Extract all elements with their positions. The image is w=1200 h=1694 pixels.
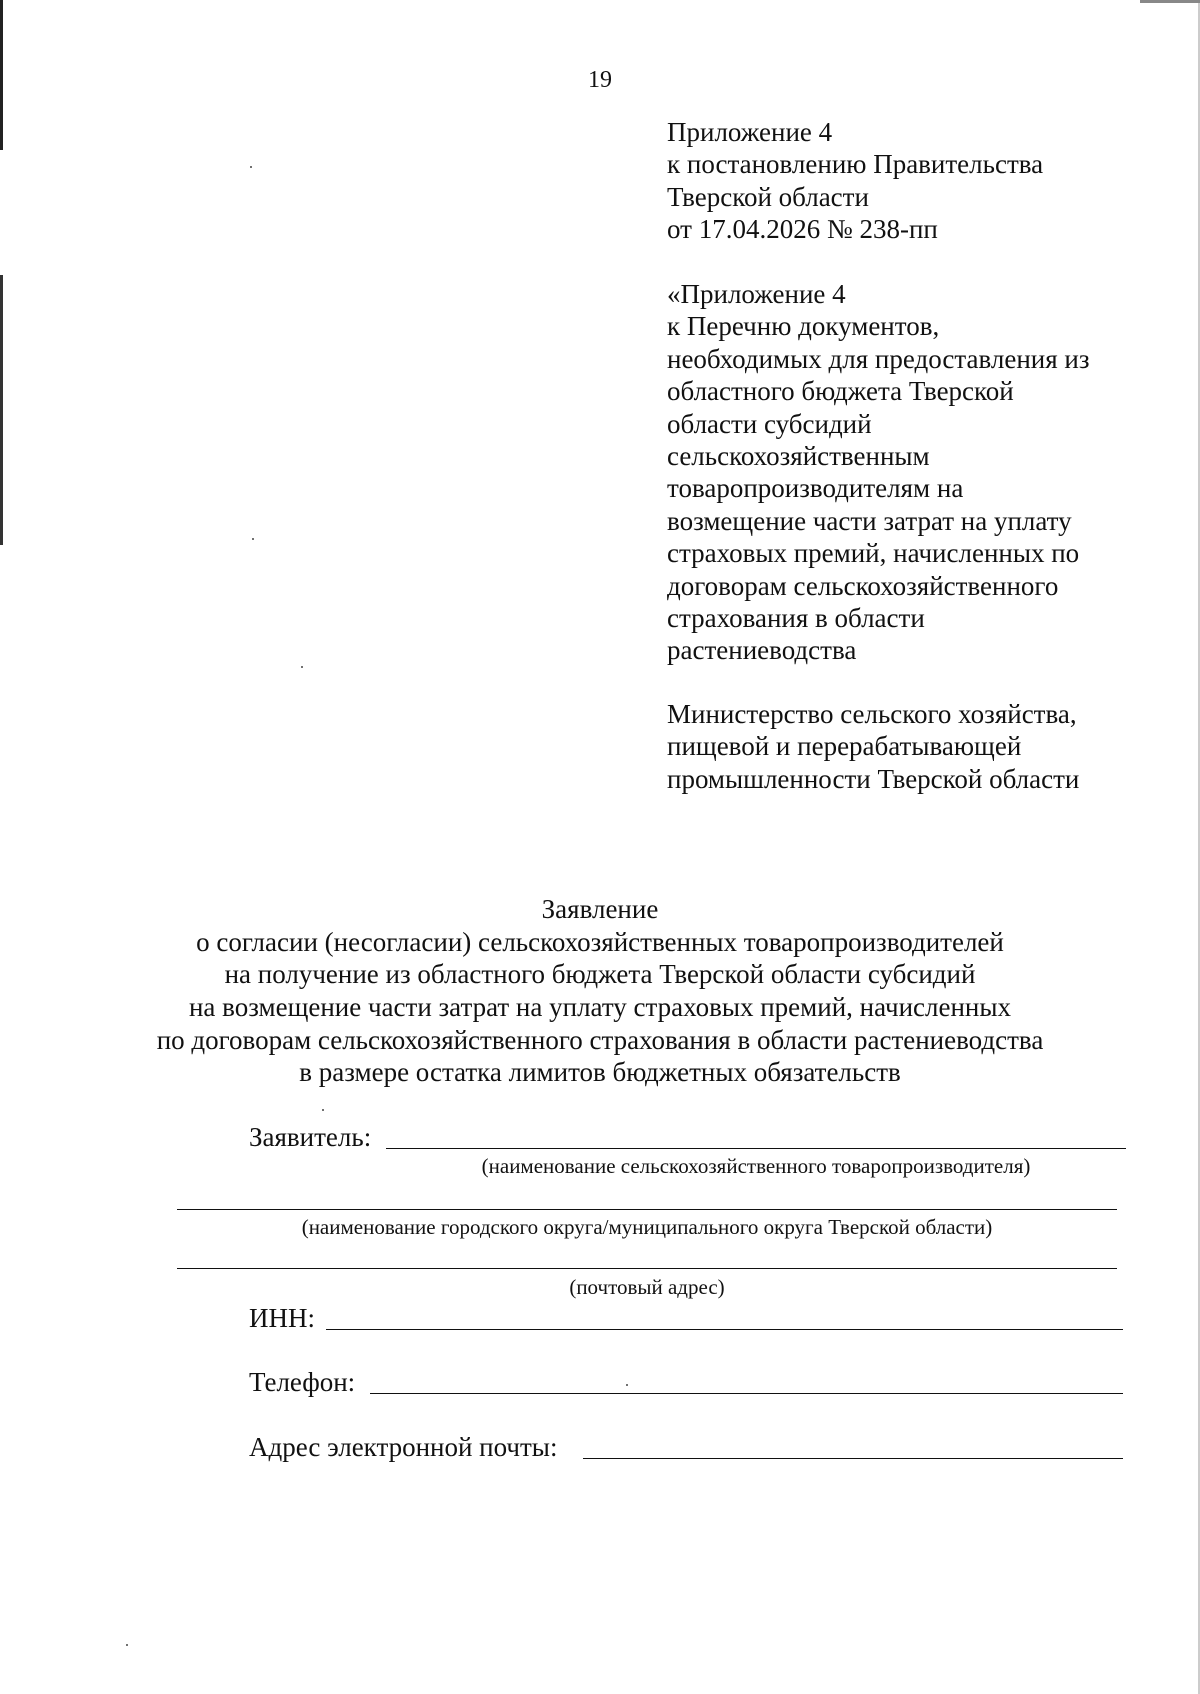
district-hint: (наименование городского округа/муниципального округа Тверской области) — [301, 1215, 993, 1239]
approval-line: к постановлению Правительства — [667, 149, 1044, 180]
title-heading: Заявление — [541, 894, 659, 924]
applicant-hint: (наименование сельскохозяйственного товаропроизводителя) — [481, 1154, 1031, 1178]
appendix-line: к Перечню документов, — [667, 311, 940, 342]
appendix-line: растениеводства — [667, 635, 857, 666]
appendix-line: товаропроизводителям на — [667, 473, 964, 504]
appendix-line: страховых премий, начисленных по — [667, 538, 1080, 569]
ministry-line: пищевой и перерабатывающей — [667, 731, 1022, 762]
appendix-line: «Приложение 4 — [667, 279, 846, 309]
title-line: по договорам сельскохозяйственного страхования в области растениеводства — [156, 1024, 1044, 1055]
inn-label: ИНН: — [249, 1303, 315, 1333]
postal-address-hint: (почтовый адрес) — [569, 1275, 725, 1299]
title-line: на возмещение части затрат на уплату страховых премий, начисленных — [188, 992, 1012, 1023]
approval-line: от 17.04.2026 № 238-пп — [667, 214, 938, 245]
email-field[interactable] — [583, 1458, 1123, 1459]
appendix-line: необходимых для предоставления из — [667, 343, 1090, 374]
appendix-line: страхования в области — [667, 602, 925, 633]
title-line: в размере остатка лимитов бюджетных обязательств — [299, 1057, 901, 1088]
appendix-line: возмещение части затрат на уплату — [667, 505, 1072, 536]
appendix-line: области субсидий — [667, 408, 872, 439]
ministry-line: промышленности Тверской области — [667, 763, 1080, 794]
approval-line: Тверской области — [667, 181, 869, 212]
phone-field[interactable] — [370, 1393, 1123, 1394]
approval-line: Приложение 4 — [667, 117, 833, 147]
applicant-field[interactable] — [386, 1148, 1126, 1149]
district-field[interactable] — [177, 1209, 1117, 1210]
page-number: 19 — [588, 67, 612, 93]
applicant-label: Заявитель: — [249, 1122, 372, 1152]
title-line: на получение из областного бюджета Тверской области субсидий — [224, 959, 976, 990]
title-line: о согласии (несогласии) сельскохозяйственных товаропроизводителей — [196, 926, 1004, 957]
appendix-line: сельскохозяйственным — [667, 440, 930, 471]
appendix-line: договорам сельскохозяйственного — [667, 570, 1059, 601]
postal-address-field[interactable] — [177, 1268, 1117, 1269]
phone-label: Телефон: — [249, 1367, 356, 1397]
appendix-line: областного бюджета Тверской — [667, 376, 1014, 407]
email-label: Адрес электронной почты: — [249, 1432, 558, 1462]
ministry-line: Министерство сельского хозяйства, — [667, 699, 1077, 729]
inn-field[interactable] — [326, 1329, 1123, 1330]
